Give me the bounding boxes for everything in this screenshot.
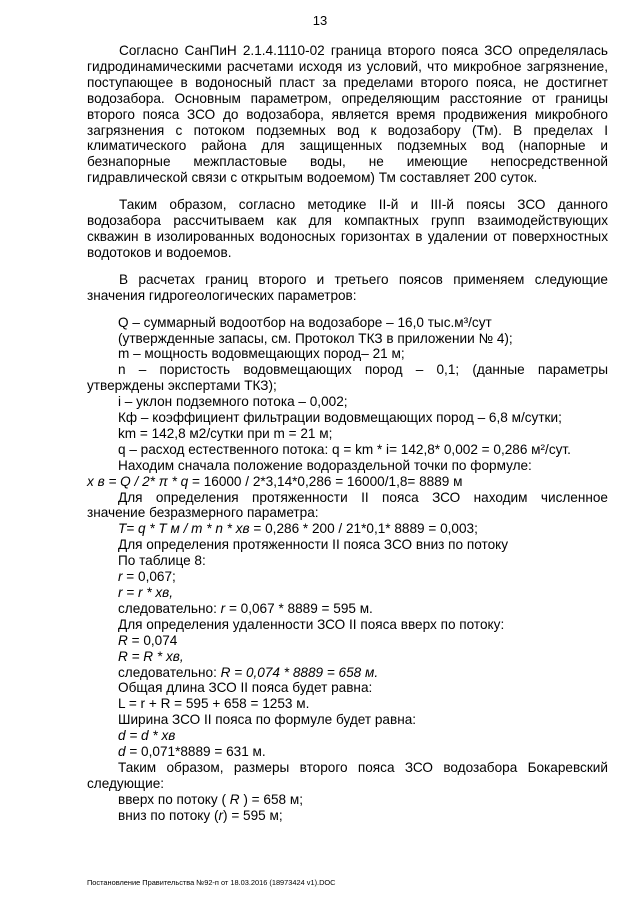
line-filtration: Кф – коэффициент фильтрации водовмещающих пород – 6,8 м/сутки;: [118, 410, 562, 426]
line-length-a: Для определения протяженности II пояса ЗСО находим численное: [118, 489, 608, 505]
up-size-value: ) = 658 м;: [239, 791, 303, 807]
T-formula: T= q * T м / m * n * хв: [118, 521, 250, 537]
line-upstream-intro: Для определения удаленности ЗСО II пояса вверх по потоку:: [118, 616, 505, 632]
down-size-prefix: вниз по потоку (: [118, 807, 219, 823]
xv-calc: = 16000 / 2*3,14*0,286 = 16000/1,8= 8889 м: [188, 473, 463, 489]
down-size-value: ) = 595 м;: [223, 807, 283, 823]
xv-formula: х в = Q / 2* π * q: [87, 473, 189, 489]
line-porosity: n – пористость водовмещающих пород – 0,1; (данные параметры: [118, 362, 608, 378]
line-downstream-size: [87, 808, 608, 824]
document-body: [87, 43, 608, 824]
line-R-formula: R = R * хв,: [118, 648, 184, 664]
paragraph-method: Таким образом, согласно методике II-й и III-й поясы ЗСО данного водозабора рассчитываем как для компактных групп взаимодействующих скважин в изолированных водоносных горизонтах в удалении от поверхностных водотоков и водоемов.: [87, 197, 608, 260]
line-total-value: L = r + R = 595 + 658 = 1253 м.: [118, 696, 310, 712]
R-value: = 0,074: [127, 632, 178, 648]
down-size-symbol: r: [218, 807, 224, 823]
document-footer: Постановление Правительства №92-п от 18.03.2016 (18973424 v1).DOC: [87, 878, 336, 887]
line-table: По таблице 8:: [118, 553, 206, 569]
line-length-b: значение безразмерного параметра:: [87, 505, 319, 521]
r-value: = 0,067;: [122, 569, 176, 585]
line-xv-formula: [87, 474, 608, 490]
line-q-total: Q – суммарный водоотбор на водозаборе – 16,0 тыс.м³/сут: [118, 314, 492, 330]
line-conclusion-a: Таким образом, размеры второго пояса ЗСО водозабора Бокаревский: [118, 759, 608, 775]
line-d-formula: d = d * хв: [118, 728, 176, 744]
r-result-value: = 0,067 * 8889 = 595 м.: [225, 600, 373, 616]
d-symbol: d: [118, 744, 126, 760]
line-r-result: [87, 601, 608, 617]
r-result-symbol: r: [220, 600, 226, 616]
line-width-intro: Ширина ЗСО II пояса по формуле будет равна:: [118, 712, 417, 728]
R-result-prefix: следовательно:: [118, 664, 221, 680]
R-result-value: = 0,074 * 8889 = 658 м.: [230, 664, 379, 680]
line-thickness: m – мощность водовмещающих пород– 21 м;: [118, 346, 405, 362]
line-porosity-cont: утверждены экспертами ТКЗ);: [87, 378, 277, 394]
line-km: km = 142,8 м2/сутки при m = 21 м;: [118, 425, 333, 441]
page-number: 13: [312, 13, 328, 28]
line-T-formula: [87, 521, 608, 537]
paragraph-parameters-intro: В расчетах границ второго и третьего поясов применяем следующие значения гидрогеологических параметров:: [87, 271, 608, 303]
line-r-formula: r = r * хв,: [118, 585, 174, 600]
line-upstream-size: [87, 792, 608, 808]
line-total-intro: Общая длина ЗСО II пояса будет равна:: [118, 680, 373, 696]
d-value: = 0,071*8889 = 631 м.: [125, 744, 266, 760]
up-size-symbol: R: [229, 791, 240, 807]
r-symbol: r: [118, 569, 123, 585]
paragraph-sanpin: Согласно СанПиН 2.1.4.1110-02 граница второго пояса ЗСО определялась гидродинамическими расчетами исходя из условий, что микробное загрязнение, поступающее в водоносный пласт за пределами второго пояса, не достигнет водозабора. Основным параметром, определяющим расстояние от границы второго пояса ЗСО до водозабора, является время продвижения микробного загрязнения с потоком подземных вод к водозабору (Тм). В пределах I климатического района для защищенных подземных вод (напорные и безнапорные межпластовые воды, не имеющие непосредственной гидравлической связи с открытым водоемом) Тм составляет 200 суток.: [87, 43, 608, 186]
line-conclusion-b: следующие:: [87, 775, 165, 791]
line-find-divide: Находим сначала положение водораздельной точки по формуле:: [118, 457, 532, 473]
line-r-value: [87, 569, 608, 585]
line-q-reserves: (утвержденные запасы, см. Протокол ТКЗ в приложении № 4);: [118, 330, 513, 346]
line-slope: i – уклон подземного потока – 0,002;: [118, 394, 348, 410]
R-result-symbol: R: [220, 664, 231, 680]
line-d-result: [87, 744, 608, 760]
line-downstream-intro: Для определения протяженности II пояса ЗСО вниз по потоку: [118, 537, 509, 553]
up-size-prefix: вверх по потоку (: [118, 791, 230, 807]
T-calc: = 0,286 * 200 / 21*0,1* 8889 = 0,003;: [249, 521, 478, 537]
r-result-prefix: следовательно:: [118, 600, 221, 616]
R-symbol: R: [118, 632, 128, 648]
line-natural-flow: q – расход естественного потока: q = km * i= 142,8* 0,002 = 0,286 м²/сут.: [118, 441, 571, 457]
line-R-value: [87, 633, 608, 649]
line-R-result: [87, 665, 608, 681]
